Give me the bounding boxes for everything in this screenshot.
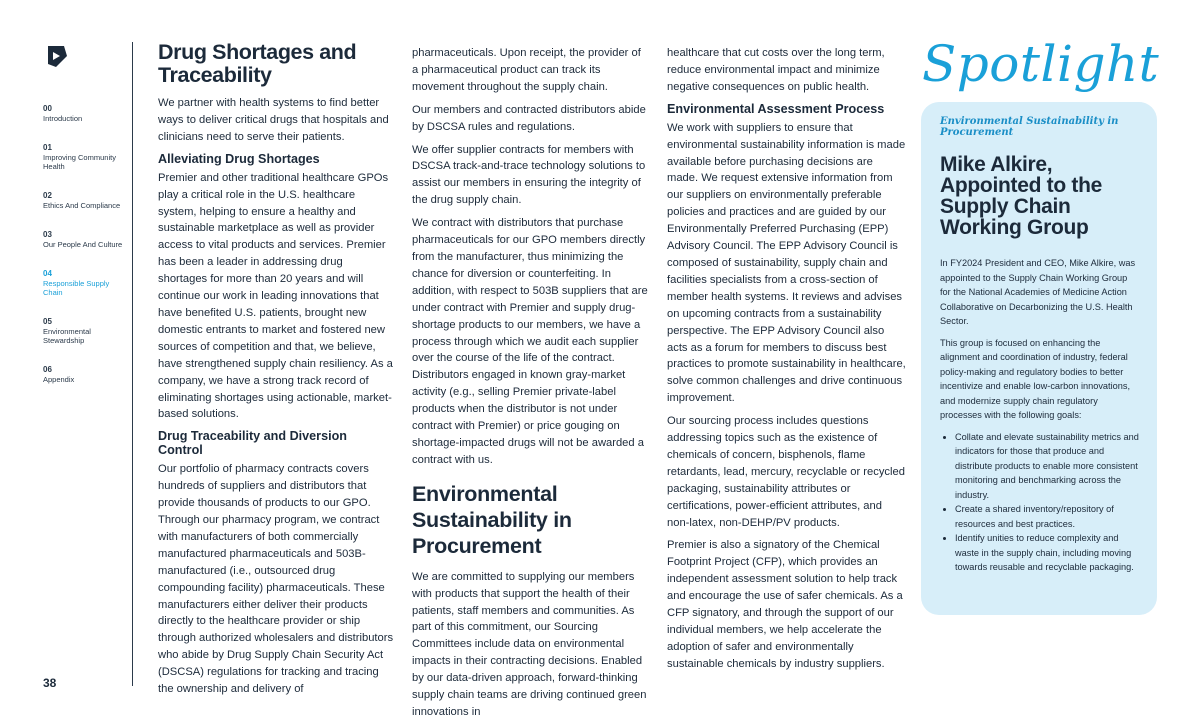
paragraph-drug-traceability: Our portfolio of pharmacy contracts covers hundreds of suppliers and distributors that provide thousands of products to our GPO. Through our pharmacy program, we contract with manufacturers of both commercially manufactured pharmaceuticals and 503B-manufactured (i.e., outsourced drug compounding facility) pharmaceuticals. These manufacturers either deliver their products directly to the healthcare provider or ship through authorized wholesalers and distributors who abide by Drug Supply Chain Security Act (DSCSA) regulations for tracking and tracing the ownership and delivery of <box>158 463 394 696</box>
spotlight-card <box>921 102 1157 615</box>
heading-environmental-assessment-process: Environmental Assessment Process <box>667 101 885 116</box>
premier-logo-icon <box>43 43 69 69</box>
column-3 <box>667 45 907 679</box>
spotlight-kicker: Environmental Sustainability in Procurement <box>940 116 1119 138</box>
paragraph: pharmaceuticals. Upon receipt, the provider of a pharmaceutical product can track its movement throughout the supply chain. <box>412 47 641 93</box>
spotlight-body <box>940 256 1140 575</box>
paragraph: We offer supplier contracts for members with DSCSA track-and-trace technology solutions to assist our members in ensuring the integrity of the drug supply chain. <box>412 143 646 207</box>
paragraph-drug-shortages: Premier and other traditional healthcare GPOs play a critical role in the U.S. healthcare system, helping to ensure a healthy and sustainable marketplace as well as provider access to vital products and services. Premier has been a leader in addressing drug shortages for more than 20 years and will continue our work in leading innovations that have benefited U.S. patients, brought new domestic entrants to market and fostered new sources of competition and that, we believe, have strengthened supply chain resiliency. As a company, we have a strong track record of eliminating shortages using actionable, market-based solutions. <box>158 171 393 421</box>
paragraph: We work with suppliers to ensure that environmental sustainability information is made available before purchasing decisions are made. We request extensive information from our suppliers on environmentally preferable policies and practices and are guided by our Environmentally Preferred Purchasing (EPP) Advisory Council. The EPP Advisory Council is composed of sustainability, supply chain and facilities specialists from a cross-section of member health systems. It reviews and advises on upcoming contracts from a sustainability perspective. The EPP Advisory Council also acts as a forum for members to discuss best practices to promote sustainability in healthcare, solve common challenges and drive continuous improvement. <box>667 121 906 405</box>
paragraph: In FY2024 President and CEO, Mike Alkire, was appointed to the Supply Chain Working Group for the National Academies of Medicine Action Collaborative on Decarbonizing the U.S. Health Sector. <box>940 258 1136 326</box>
paragraph: This group is focused on enhancing the alignment and coordination of industry, federal policy-making and regulatory bodies to better incentivize and enable low-carbon innovations, and modernize supply chain regulatory processes with the following goals: <box>940 337 1130 420</box>
paragraph: healthcare that cut costs over the long term, reduce environmental impact and minimize negative consequences on public health. <box>667 47 885 93</box>
nav-item-appendix[interactable]: 06 Appendix <box>43 365 75 384</box>
spotlight-title: Spotlight <box>922 35 1160 93</box>
nav-item-environmental-stewardship[interactable]: 05 Environmental Stewardship <box>43 317 91 345</box>
paragraph: Premier is also a signatory of the Chemical Footprint Project (CFP), which provides an independent assessment solution to help track and encourage the use of safer chemicals. As a CFP signatory, and through the support of our individual members, we help accelerate the adoption of safer and environmentally sustainable chemicals by industry suppliers. <box>667 539 903 670</box>
heading-environmental-sustainability: Environmental Sustainability in Procurement <box>412 481 572 558</box>
nav-item-responsible-supply-chain[interactable]: 04 Responsible Supply Chain <box>43 269 110 297</box>
paragraph: Our sourcing process includes questions addressing topics such as the existence of chemicals of concern, bisphenols, flame retardants, lead, mercury, recyclable or recycled packaging, sustainability attributes or certifications, power-efficient attributes, and non-latex, non-DEHP/PV products. <box>667 415 905 529</box>
list-item: • Identify unities to reduce complexity and waste in the supply chain, including moving towards reusable and recyclable packaging. <box>955 531 1140 575</box>
nav-item-our-people-and-culture[interactable]: 03 Our People And Culture <box>43 230 123 249</box>
sidebar-divider <box>132 42 133 686</box>
list-item: • Collate and elevate sustainability metrics and indicators for those that produce and distribute products to enable more consistent monitoring and benchmarking across the industry. <box>955 430 1140 503</box>
page-number: 38 <box>43 676 57 690</box>
heading-drug-traceability: Drug Traceability and Diversion Control <box>158 429 347 458</box>
column-1 <box>158 41 394 704</box>
nav-item-introduction[interactable]: 00 Introduction <box>43 104 83 123</box>
paragraph: We are committed to supplying our members with products that support the health of their patients, staff members and communities. As part of this commitment, our Sourcing Committees include data on environmental impacts in their contracting decisions. Enabled by our data-driven approach, forward-thinking supply chain teams are driving continued green innovations in <box>412 570 647 718</box>
nav-item-ethics-and-compliance[interactable]: 02 Ethics And Compliance <box>43 191 121 210</box>
paragraph: Our members and contracted distributors abide by DSCSA rules and regulations. <box>412 103 646 133</box>
column-2 <box>412 45 650 727</box>
section-nav <box>43 104 128 404</box>
list-item: • Create a shared inventory/repository of resources and best practices. <box>955 502 1140 531</box>
page-title: Drug Shortages and Traceability <box>158 40 357 87</box>
paragraph: We contract with distributors that purchase pharmaceuticals for our GPO members directly from the manufacturer, thus minimizing the chance for diversion or counterfeiting. In addition, with respect to 503B suppliers that are under contract with Premier and supply drug-shortage products to our members, we have a process through which we audit each supplier over the course of the life of the contract. Distributors engaged in known gray-market activity (e.g., selling Premier private-label products when the distributor is not under contract with Premier) or price gouging on shortage-impacted drugs will not be awarded a contract with us. <box>412 217 648 466</box>
spotlight-heading: Mike Alkire, Appointed to the Supply Chain Working Group <box>940 153 1103 239</box>
nav-item-improving-community-health[interactable]: 01 Improving Community Health <box>43 143 116 171</box>
goals-list <box>940 430 1140 575</box>
intro-paragraph: We partner with health systems to find better ways to deliver critical drugs that hospitals and clinicians need to serve their patients. <box>158 97 389 143</box>
heading-alleviating-drug-shortages: Alleviating Drug Shortages <box>158 151 320 166</box>
